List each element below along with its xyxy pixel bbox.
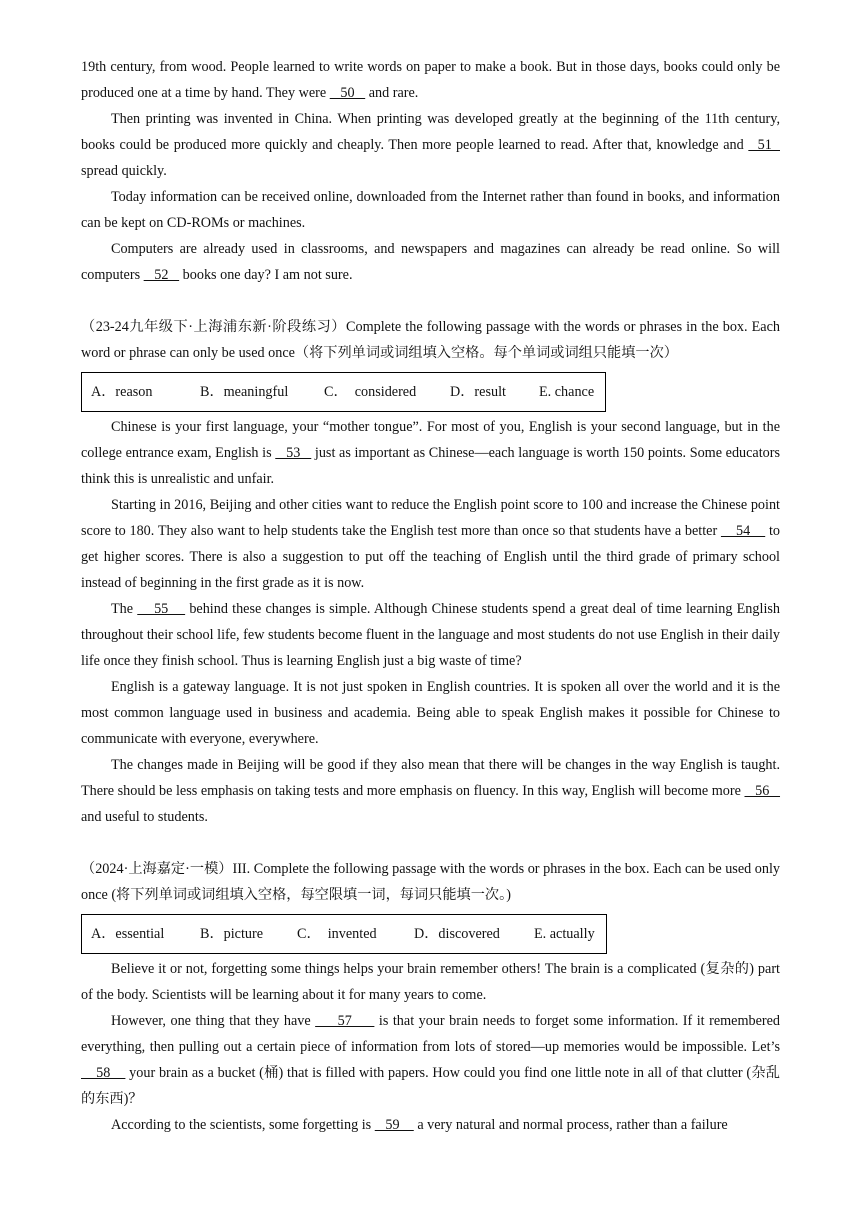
answer-blank-55[interactable]: 55 bbox=[137, 601, 186, 617]
paragraph: Chinese is your first language, your “mother tongue”. For most of you, English is your second language, but in the college entrance exam, English is 53 just as important as Chinese—each language is worth 150 points. Some educators think this is unrealistic and unfair. bbox=[81, 419, 781, 487]
answer-blank-53[interactable]: 53 bbox=[275, 445, 312, 461]
option-d: D．discovered bbox=[414, 926, 500, 942]
answer-blank-52[interactable]: 52 bbox=[143, 267, 180, 283]
answer-blank-56[interactable]: 56 bbox=[744, 783, 781, 799]
answer-blank-51[interactable]: 51 bbox=[748, 137, 780, 153]
option-d: D．result bbox=[450, 384, 506, 400]
option-b: B．picture bbox=[200, 926, 264, 942]
answer-blank-58[interactable]: 58 bbox=[81, 1065, 126, 1081]
paragraph: The 55 behind these changes is simple. Although Chinese students spend a great deal of time learning English throughout their school life, few students become fluent in the language and most students do not use English in their daily life once they finish school. Thus is learning English just a big waste of time? bbox=[81, 601, 780, 669]
option-a: A．essential bbox=[91, 926, 165, 942]
paragraph: Believe it or not, forgetting some things helps your brain remember others! The brain is a complicated (复杂的) part of the body. Scientists will be learning about it for many years to come. bbox=[81, 961, 780, 1003]
section-header: （2024·上海嘉定·一模）III. Complete the following passage with the words or phrases in the box. Each can be used only once (将下列单词或词组填入空格，每空限填一词，每词只能填一次。) bbox=[81, 861, 780, 903]
paragraph: The changes made in Beijing will be good if they also mean that there will be changes in the way English is taught. There should be less emphasis on taking tests and more emphasis on fluency. In this way, English will become more 56 and useful to students. bbox=[81, 757, 781, 825]
option-e: E. actually bbox=[534, 926, 595, 942]
paragraph: According to the scientists, some forgetting is 59 a very natural and normal process, rather than a failure bbox=[111, 1117, 728, 1133]
option-a: A．reason bbox=[91, 384, 153, 400]
option-c: C． invented bbox=[297, 926, 377, 942]
paragraph: Starting in 2016, Beijing and other cities want to reduce the English point score to 100 and increase the Chinese point score to 180. They also want to help students take the English test more than once so that students have a better 54 to get higher scores. There is also a suggestion to put off the teaching of English until the third grade of primary school instead of beginning in the first grade as it is now. bbox=[81, 497, 780, 591]
section-header: （23-24九年级下·上海浦东新·阶段练习）Complete the following passage with the words or phrases in the box. Each word or phrase can only be used once（将下列单词或词组填入空格。每个单词或词组只能填一次） bbox=[81, 319, 780, 361]
paragraph: 19th century, from wood. People learned to write words on paper to make a book. But in those days, books could only be produced one at a time by hand. They were 50 and rare. bbox=[81, 59, 780, 101]
paragraph: Computers are already used in classrooms, and newspapers and magazines can already be read online. So will computers 52 books one day? I am not sure. bbox=[81, 241, 780, 283]
word-box bbox=[81, 372, 606, 412]
word-box bbox=[81, 914, 607, 954]
option-b: B．meaningful bbox=[200, 384, 289, 400]
answer-blank-50[interactable]: 50 bbox=[329, 85, 366, 101]
option-c: C． considered bbox=[324, 384, 417, 400]
answer-blank-54[interactable]: 54 bbox=[720, 523, 766, 539]
answer-blank-59[interactable]: 59 bbox=[374, 1117, 414, 1133]
option-e: E. chance bbox=[539, 384, 595, 400]
answer-blank-57[interactable]: 57 bbox=[315, 1013, 375, 1029]
paragraph: Then printing was invented in China. When printing was developed greatly at the beginning of the 11th century, books could be produced more quickly and cheaply. Then more people learned to read. After that, knowledge and 51 spread quickly. bbox=[81, 111, 780, 179]
document-page bbox=[81, 54, 780, 1138]
paragraph: English is a gateway language. It is not just spoken in English countries. It is spoken all over the world and it is the most common language used in business and academia. Being able to speak English makes it possible for Chinese to communicate with everyone, everywhere. bbox=[81, 679, 780, 747]
paragraph: Today information can be received online, downloaded from the Internet rather than found in books, and information can be kept on CD-ROMs or machines. bbox=[81, 189, 780, 231]
paragraph: However, one thing that they have 57 is that your brain needs to forget some information. If it remembered everything, then pulling out a certain piece of information from lots of stored—up memories would be impossible. Let’s 58 your brain as a bucket (桶) that is filled with papers. How could you find one little note in all of that clutter (杂乱的东西)？ bbox=[81, 1013, 781, 1107]
